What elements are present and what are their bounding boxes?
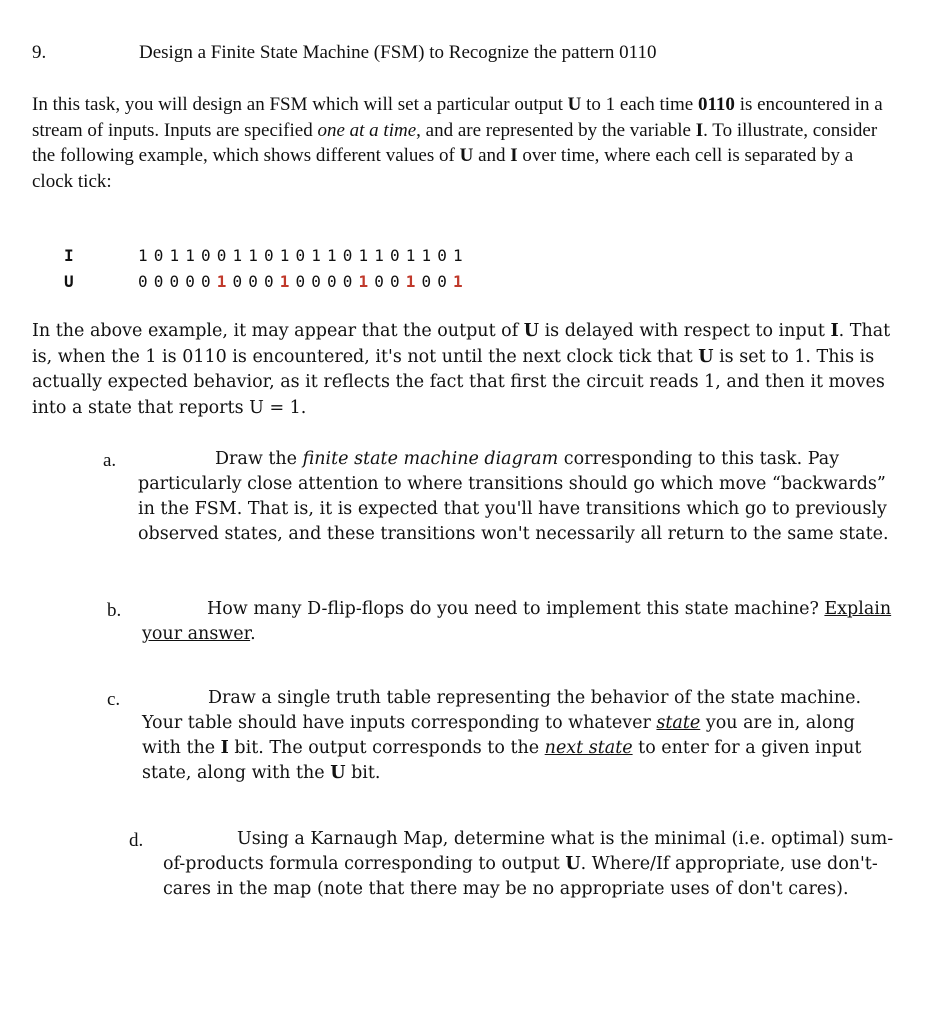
- part-a-letter: a.: [103, 450, 117, 471]
- question-number: 9.: [32, 42, 47, 63]
- output-bit-5: 1: [216, 272, 227, 291]
- output-bit-15: 0: [374, 272, 384, 291]
- question-title: Design a Finite State Machine (FSM) to Recognize the pattern 0110: [139, 42, 657, 63]
- part-a-text: Draw the finite state machine diagram corresponding to this task. Pay particularly close attention to where transitions should go which move “backwards” in the FSM. That is, it is expected that you'll have transitions which go to previously observed states, and these transitions won't necessarily all return to the same state.: [138, 449, 889, 544]
- output-bit-0: 0: [138, 272, 148, 291]
- output-bit-sequence: [138, 272, 469, 291]
- input-bit-9: 1: [279, 246, 290, 265]
- input-bit-2: 1: [169, 246, 180, 265]
- output-bit-1: 0: [153, 272, 164, 291]
- input-bit-14: 1: [358, 246, 369, 265]
- part-b-text: How many D-flip-flops do you need to implement this state machine? Explain your answer.: [142, 599, 892, 644]
- output-bit-17: 1: [405, 272, 416, 291]
- input-bit-13: 0: [342, 246, 353, 265]
- part-b-letter: b.: [107, 600, 122, 621]
- input-bit-19: 0: [437, 246, 447, 265]
- output-bit-6: 0: [232, 272, 243, 291]
- input-bit-5: 0: [216, 246, 227, 265]
- output-bit-20: 1: [453, 272, 463, 291]
- output-bit-7: 0: [248, 272, 258, 291]
- intro-paragraph: In this task, you will design an FSM which will set a particular output U to 1 each time 0110 is encountered in a stream of inputs. Inputs are specified one at a time, and are represented by the variable I. To illustrate, consider the following example, which shows different values of U and I over time, where each cell is separated by a clock tick:: [32, 94, 883, 192]
- output-bit-9: 1: [279, 272, 290, 291]
- input-bit-20: 1: [453, 246, 463, 265]
- output-bit-13: 0: [342, 272, 353, 291]
- output-bit-12: 0: [327, 272, 337, 291]
- output-bit-4: 0: [201, 272, 211, 291]
- part-d-letter: d.: [129, 830, 144, 851]
- output-bit-18: 0: [421, 272, 432, 291]
- output-bit-3: 0: [185, 272, 195, 291]
- output-bit-11: 0: [311, 272, 321, 291]
- part-c-letter: c.: [107, 689, 121, 710]
- input-bit-10: 0: [295, 246, 306, 265]
- input-bit-0: 1: [138, 246, 148, 265]
- explanation-paragraph: In the above example, it may appear that the output of U is delayed with respect to input I. That is, when the 1 is 0110 is encountered, it's not until the next clock tick that U is set to 1. This is actually expected behavior, as it reflects the fact that first the circuit reads 1, and then it moves into a state that reports U = 1.: [32, 321, 891, 418]
- input-bit-17: 1: [405, 246, 416, 265]
- input-bit-15: 1: [374, 246, 384, 265]
- output-bit-10: 0: [295, 272, 306, 291]
- input-bit-1: 0: [153, 246, 164, 265]
- output-bit-2: 0: [169, 272, 180, 291]
- input-bit-4: 0: [201, 246, 211, 265]
- output-bit-16: 0: [390, 272, 400, 291]
- output-bit-14: 1: [358, 272, 369, 291]
- output-bit-19: 0: [437, 272, 447, 291]
- input-bit-18: 1: [421, 246, 432, 265]
- input-bit-11: 1: [311, 246, 321, 265]
- input-bit-3: 1: [185, 246, 195, 265]
- part-c-text: Draw a single truth table representing the behavior of the state machine. Your table should have inputs corresponding to whatever state you are in, along with the I bit. The output corresponds to the next state to enter for a given input state, along with the U bit.: [142, 688, 862, 783]
- input-row-label: I: [64, 246, 74, 265]
- output-bit-8: 0: [264, 272, 274, 291]
- input-bit-16: 0: [390, 246, 400, 265]
- input-bit-6: 1: [232, 246, 243, 265]
- input-bit-7: 1: [248, 246, 258, 265]
- input-bit-8: 0: [264, 246, 274, 265]
- output-row-label: U: [64, 272, 74, 291]
- input-bit-sequence: [138, 246, 469, 265]
- part-d-text: Using a Karnaugh Map, determine what is the minimal (i.e. optimal) sum-of-products formula corresponding to output U. Where/If appropriate, use don't-cares in the map (note that there may be no appropriate uses of don't cares).: [163, 829, 894, 899]
- input-bit-12: 1: [327, 246, 337, 265]
